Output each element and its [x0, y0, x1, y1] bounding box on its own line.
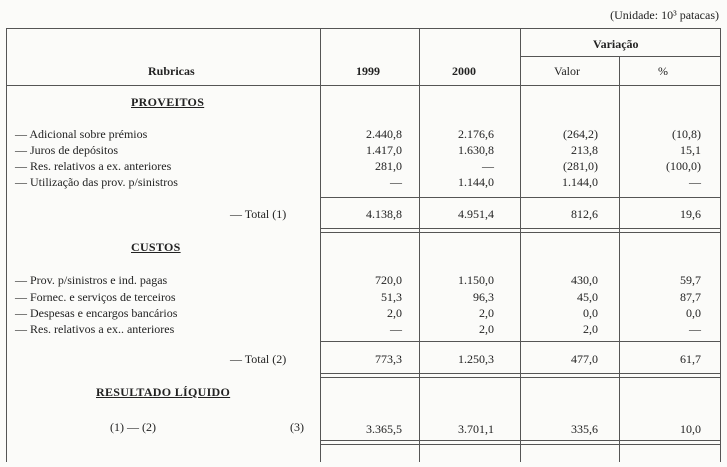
cell-valor: 213,8 — [571, 143, 598, 157]
cell-2000: 2.176,6 — [458, 127, 494, 141]
cell-valor: 430,0 — [571, 273, 598, 287]
section-title-custos: CUSTOS — [131, 240, 181, 254]
variacao-rule — [520, 56, 721, 57]
cell-valor: 1.144,0 — [562, 175, 598, 189]
header-bottom-border — [6, 85, 721, 86]
cell-1999: 2,0 — [387, 306, 402, 320]
total-label: — Total (2) — [230, 352, 287, 366]
total-double-rule — [320, 373, 721, 378]
row-label: — Juros de depósitos — [15, 143, 118, 157]
cell-valor: 45,0 — [577, 290, 598, 304]
cell-1999: — — [390, 322, 402, 336]
column-divider — [720, 28, 721, 462]
resultado-valor: 335,6 — [571, 422, 598, 436]
header-rubricas: Rubricas — [148, 64, 195, 78]
cell-percent: (10,8) — [672, 127, 701, 141]
row-label: — Res. relativos a ex. anteriores — [15, 159, 172, 173]
total-percent: 19,6 — [680, 207, 701, 221]
cell-percent: 15,1 — [680, 143, 701, 157]
resultado-1999: 3.365,5 — [366, 422, 402, 436]
cell-percent: 59,7 — [680, 273, 701, 287]
row-label: — Adicional sobre prémios — [15, 127, 148, 141]
cell-2000: 96,3 — [473, 290, 494, 304]
cell-2000: 2,0 — [479, 322, 494, 336]
total-2000: 1.250,3 — [458, 352, 494, 366]
row-label: — Fornec. e serviços de terceiros — [15, 290, 176, 304]
cell-2000: 1.150,0 — [458, 273, 494, 287]
resultado-2000: 3.701,1 — [458, 422, 494, 436]
cell-1999: 2.440,8 — [366, 127, 402, 141]
resultado-percent: 10,0 — [680, 422, 701, 436]
cell-percent: 0,0 — [686, 306, 701, 320]
column-divider — [6, 28, 7, 462]
column-divider — [619, 56, 620, 462]
cell-1999: 281,0 — [375, 159, 402, 173]
total-rule — [320, 197, 721, 198]
column-divider — [419, 28, 420, 462]
unit-note: (Unidade: 10³ patacas) — [610, 8, 719, 22]
section-title-proveitos: PROVEITOS — [131, 95, 205, 109]
column-divider — [320, 28, 321, 462]
cell-2000: 1.630,8 — [458, 143, 494, 157]
total-label: — Total (1) — [230, 207, 287, 221]
total-1999: 773,3 — [375, 352, 402, 366]
total-double-rule — [320, 228, 721, 233]
cell-1999: 720,0 — [375, 273, 402, 287]
cell-valor: (281,0) — [563, 159, 598, 173]
section-title-resultado: RESULTADO LÍQUIDO — [96, 385, 231, 399]
row-label: — Prov. p/sinistros e ind. pagas — [15, 273, 168, 287]
row-label: — Despesas e encargos bancários — [15, 306, 178, 320]
cell-1999: — — [390, 175, 402, 189]
cell-valor: (264,2) — [563, 127, 598, 141]
resultado-ref: (3) — [290, 420, 304, 434]
cell-percent: — — [689, 175, 701, 189]
column-divider — [520, 28, 521, 462]
total-1999: 4.138,8 — [366, 207, 402, 221]
resultado-double-rule — [320, 440, 721, 445]
total-valor: 477,0 — [571, 352, 598, 366]
header-percent: % — [658, 64, 668, 78]
cell-percent: (100,0) — [666, 159, 701, 173]
cell-2000: — — [482, 159, 494, 173]
cell-1999: 51,3 — [381, 290, 402, 304]
cell-percent: — — [689, 322, 701, 336]
total-valor: 812,6 — [571, 207, 598, 221]
total-2000: 4.951,4 — [458, 207, 494, 221]
cell-2000: 1.144,0 — [458, 175, 494, 189]
row-label: — Utilização das prov. p/sinistros — [15, 175, 178, 189]
header-2000: 2000 — [452, 64, 476, 78]
cell-valor: 0,0 — [583, 306, 598, 320]
cell-2000: 2,0 — [479, 306, 494, 320]
header-valor: Valor — [554, 64, 580, 78]
header-variacao: Variação — [593, 37, 639, 51]
header-1999: 1999 — [356, 64, 380, 78]
cell-valor: 2,0 — [583, 322, 598, 336]
row-label: — Res. relativos a ex.. anteriores — [15, 322, 175, 336]
resultado-formula: (1) — (2) — [110, 420, 156, 434]
table-top-border — [6, 28, 721, 29]
cell-percent: 87,7 — [680, 290, 701, 304]
total-percent: 61,7 — [680, 352, 701, 366]
cell-1999: 1.417,0 — [366, 143, 402, 157]
total-rule — [320, 341, 721, 342]
